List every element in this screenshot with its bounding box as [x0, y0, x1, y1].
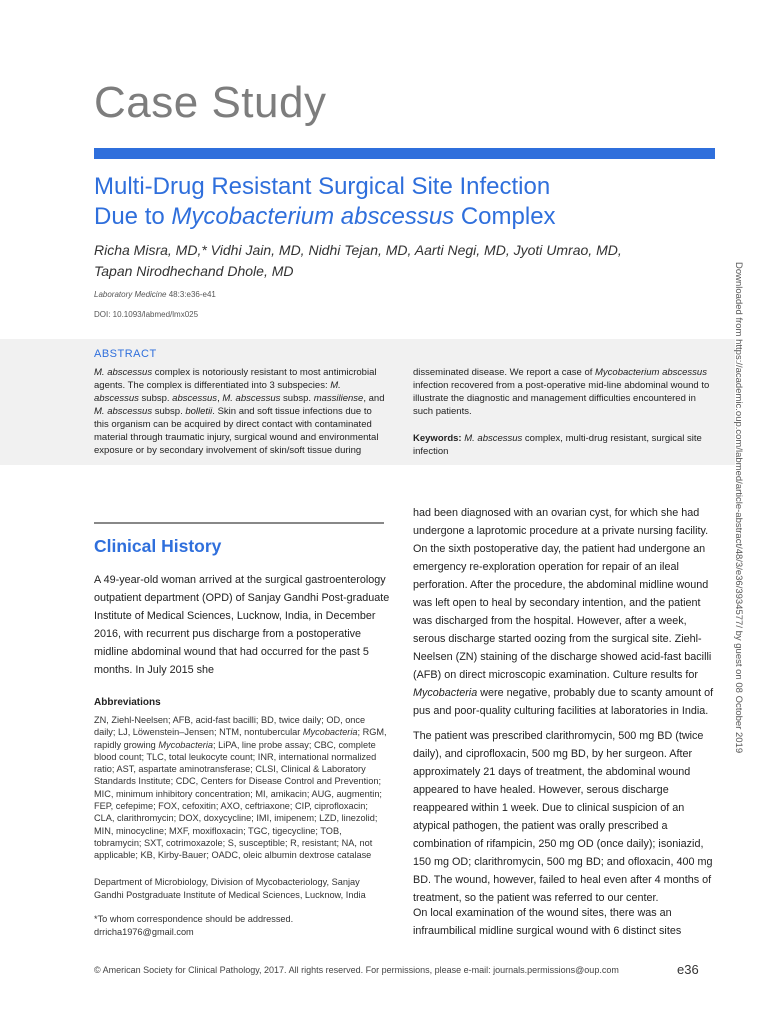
abstract-italic: M. abscessus [94, 380, 341, 404]
abstract-italic: bolletii [185, 406, 213, 417]
abstract-italic: M. abscessus [94, 406, 153, 417]
title-organism: Mycobacterium abscessus [171, 203, 455, 230]
abstract-text: , and [363, 393, 385, 404]
keywords-label: Keywords: [413, 433, 465, 444]
doi[interactable]: DOI: 10.1093/labmed/lmx025 [94, 310, 199, 319]
section-label: Case Study [94, 78, 327, 127]
abstract-text-left [94, 366, 387, 457]
keywords [413, 432, 713, 458]
abstract-text: subsp. [152, 406, 186, 417]
body-text: had been diagnosed with an ovarian cyst, for which she had undergone a laprotomic procedure at a private nursing facility. On the sixth postoperative day, the patient had undergone an emergency re-exploration operation for repair of an ileal perforation. After the procedure, the abdominal midline wound was left open to heal by secondary intention, and the patient was discharged from the hospital. However, after a week, serous discharge started oozing from the surgical site. Ziehl-Neelsen (ZN) staining of the discharge showed acid-fast bacilli (AFB) on direct microscopic examination. Culture results for [413, 507, 712, 681]
keywords-text: complex, multi-drug resistant, surgical site infection [413, 433, 702, 457]
clinical-history-heading: Clinical History [94, 536, 222, 556]
copyright-footer: © American Society for Clinical Pathology, 2017. All rights reserved. For permissions, please e-mail: journals.permissions@oup.com [94, 965, 619, 975]
title-suffix: Complex [454, 203, 556, 230]
article-title [94, 172, 734, 232]
abstract-text: , [217, 393, 223, 404]
authors-line-2: Tapan Nirodhechand Dhole, MD [94, 263, 294, 279]
abstract-italic: M. abscessus [222, 393, 281, 404]
body-paragraph-2: The patient was prescribed clarithromycin, 500 mg BD (twice daily), and ciprofloxacin, 500 mg BD, by her surgeon. After approximately 21 days of treatment, the abdominal wound appeared to have healed. However, serous discharge reappeared within 1 week. Due to clinical suspicion of an atypical pathogen, the patient was orally prescribed a combination of rifampicin, 250 mg OD (once daily); isoniazid, 150 mg OD; clarithromycin, 500 mg BD; and ofloxacin, 400 mg BD. The wound, however, failed to heal even after 4 months of treatment, so the patient was referred to our center. [413, 730, 713, 904]
abstract-italic: Mycobacterium abscessus [595, 367, 707, 378]
abstract-italic: M. abscessus [94, 367, 153, 378]
section-divider [94, 522, 384, 524]
correspondence-email[interactable]: drricha1976@gmail.com [94, 926, 194, 937]
correspondence [94, 913, 389, 938]
body-paragraph-3: On local examination of the wound sites, there was an infraumbilical midline surgical wound with 6 distinct sites [413, 907, 682, 937]
abstract-italic: abscessus [172, 393, 218, 404]
title-line-1: Multi-Drug Resistant Surgical Site Infection [94, 173, 551, 200]
affiliation: Department of Microbiology, Division of Mycobacteriology, Sanjay Gandhi Postgraduate Institute of Medical Sciences, Lucknow, India [94, 877, 366, 900]
title-prefix: Due to [94, 203, 172, 230]
body-paragraph-1 [413, 504, 718, 720]
abbr-text: ; LiPA, line probe assay; CBC, complete blood count; TLC, total leukocyte count; INR, international normalized ratio; AST, aspartate aminotransferase; CLSI, Clinical & Laboratory Standards Institute; CDC, Centers for Disease Control and Prevention; MIC, minimum inhibitory concentration; MI, amikacin; AUG, augmentin; FEP, cefepime; FOX, cefoxitin; AXO, ceftriaxone; CIP, ciprofloxacin; CLA, clarithromycin; DOX, doxycycline; IMI, imipenem; LZD, linezolid; MIN, minocycline; MXF, moxifloxacin; TGC, tigecycline; TOB, tobramycin; SXT, cotrimoxazole; S, susceptible; R, resistant; NA, not applicable; KB, Kirby-Bauer; OADC, oleic albumin dextrose catalase [94, 739, 382, 861]
abstract-text: subsp. [280, 393, 314, 404]
body-italic: Mycobacteria [413, 687, 478, 699]
abbr-text: ZN, Ziehl-Neelsen; AFB, acid-fast bacilli; BD, twice daily; OD, once daily; LJ, Löwenstein–Jensen; NTM, nontubercular [94, 715, 366, 738]
abstract-text: infection recovered from a post-operative mid-line abdominal wound to illustrate the diagnostic and management difficulties encountered in such patients. [413, 380, 710, 417]
abbr-italic: Mycobacteria [158, 739, 213, 750]
header-accent-bar [94, 148, 715, 159]
abstract-text: complex is notoriously resistant to most antimicrobial agents. The complex is differentiated into 3 subspecies: [94, 367, 377, 391]
abbreviations-heading: Abbreviations [94, 697, 161, 708]
abstract-heading: ABSTRACT [94, 348, 157, 360]
title-line-2 [94, 202, 734, 232]
abbr-italic: Mycobacteria [302, 727, 358, 738]
download-watermark: Downloaded from https://academic.oup.com/labmed/article-abstract/48/3/e36/3934577/ by guest on 08 October 2019 [733, 262, 744, 754]
page-number: e36 [677, 962, 699, 977]
abstract-italic: massiliense [313, 393, 364, 404]
citation [94, 290, 216, 299]
abbreviations-text [94, 714, 389, 862]
body-text: were negative, probably due to scanty amount of pus and poor-quality culturing facilities at laboratories in India. [413, 687, 714, 717]
author-list [94, 240, 694, 282]
citation-details: 48:3:e36-e41 [166, 290, 216, 299]
citation-journal: Laboratory Medicine [94, 290, 167, 299]
authors-line-1: Richa Misra, MD,* Vidhi Jain, MD, Nidhi Tejan, MD, Aarti Negi, MD, Jyoti Umrao, MD, [94, 242, 622, 258]
clinical-history-paragraph: A 49-year-old woman arrived at the surgical gastroenterology outpatient department (OPD) of Sanjay Gandhi Post-graduate Institute of Medical Sciences, Lucknow, India, in December 2016, with recurrent pus discharge from a postoperative midline abdominal wound that had occurred for the past 5 months. In July 2015 she [94, 574, 390, 676]
abstract-text-right [413, 366, 713, 418]
abbr-text: ; RGM, rapidly growing [94, 727, 387, 750]
correspondence-note: *To whom correspondence should be addressed. [94, 914, 294, 924]
keywords-italic: M. abscessus [464, 433, 523, 444]
abstract-text: . Skin and soft tissue infections due to this organism can be acquired by direct contact with contaminated material through traumatic injury, surgical wound and environmental exposure or by secondary involvement of skin/soft tissue during [94, 406, 379, 456]
abstract-text: subsp. [138, 393, 173, 404]
abstract-text: disseminated disease. We report a case of [413, 367, 596, 378]
